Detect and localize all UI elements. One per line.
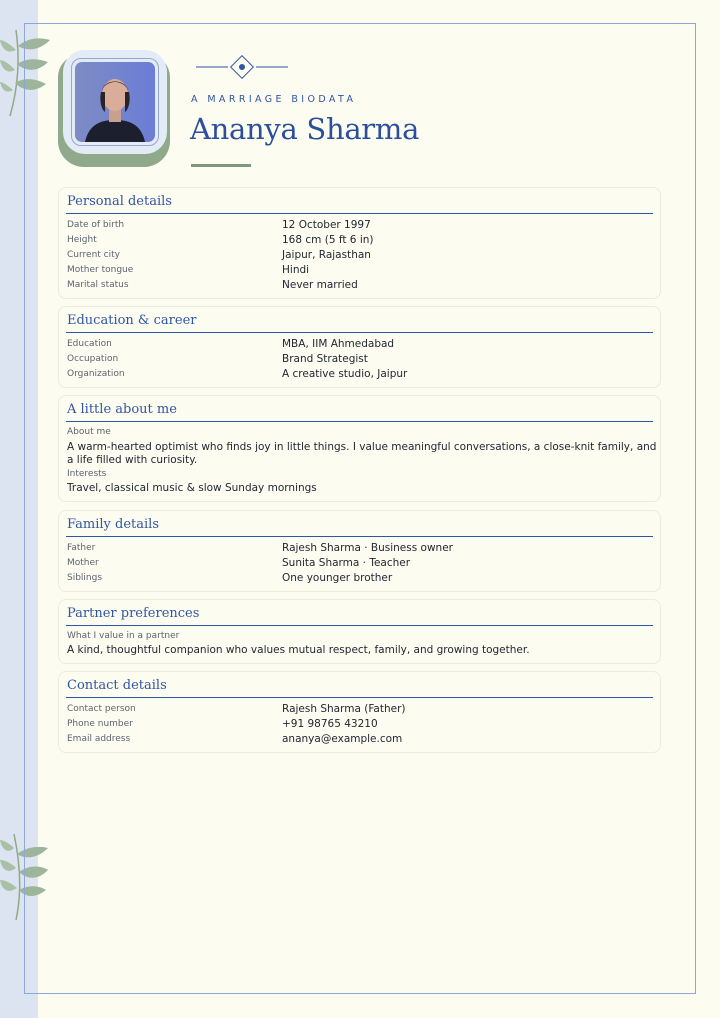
field-label: Interests [67, 469, 107, 479]
field-label: Father [67, 543, 96, 553]
field-label: Email address [67, 734, 131, 744]
document-kicker: A MARRIAGE BIODATA [191, 94, 357, 105]
field-label: What I value in a partner [67, 631, 180, 641]
photo-card [63, 50, 167, 154]
section-divider [66, 421, 653, 422]
email-address-value: ananya@example.com [282, 733, 403, 745]
section-title: Personal details [67, 194, 172, 209]
field-label: Mother [67, 558, 99, 568]
about-me-text: A warm-hearted optimist who finds joy in little things. I value meaningful conversations, a close-knit family, and a life filled with curiosity. [67, 441, 657, 466]
field-value: MBA, IIM Ahmedabad [282, 338, 395, 350]
section-contact-details [58, 671, 661, 753]
section-divider [66, 213, 653, 214]
field-label: About me [67, 427, 111, 437]
section-partner-preferences [58, 599, 661, 664]
field-label: Height [67, 235, 97, 245]
section-title: Contact details [67, 678, 167, 693]
field-label: Current city [67, 250, 120, 260]
field-value: Rajesh Sharma · Business owner [282, 542, 453, 554]
profile-photo-card [58, 45, 172, 167]
photo-frame [71, 58, 159, 146]
profile-photo [75, 62, 155, 142]
section-divider [66, 536, 653, 537]
person-name: Ananya Sharma [190, 112, 420, 146]
name-underline [191, 164, 251, 167]
page-border [24, 23, 696, 994]
section-education-career [58, 306, 661, 388]
section-title: Partner preferences [67, 606, 200, 621]
section-title: Family details [67, 517, 159, 532]
section-personal-details [58, 187, 661, 299]
section-divider [66, 697, 653, 698]
field-value: 168 cm (5 ft 6 in) [282, 234, 374, 246]
field-label: Siblings [67, 573, 103, 583]
field-value: A creative studio, Jaipur [282, 368, 408, 380]
field-label: Phone number [67, 719, 133, 729]
field-label: Mother tongue [67, 265, 134, 275]
section-family-details [58, 510, 661, 592]
diamond-ornament-icon [196, 55, 288, 79]
section-about-me [58, 395, 661, 502]
field-value: Sunita Sharma · Teacher [282, 557, 411, 569]
field-label: Contact person [67, 704, 136, 714]
partner-preference-text: A kind, thoughtful companion who values mutual respect, family, and growing together. [67, 644, 530, 656]
field-value: One younger brother [282, 572, 393, 584]
interests-text: Travel, classical music & slow Sunday mornings [67, 482, 317, 494]
phone-number-value: +91 98765 43210 [282, 718, 378, 730]
field-label: Marital status [67, 280, 129, 290]
contact-person-value: Rajesh Sharma (Father) [282, 703, 406, 715]
field-label: Organization [67, 369, 125, 379]
section-divider [66, 625, 653, 626]
field-value: 12 October 1997 [282, 219, 371, 231]
section-title: A little about me [67, 402, 177, 417]
field-value: Hindi [282, 264, 310, 276]
field-label: Occupation [67, 354, 119, 364]
field-value: Never married [282, 279, 358, 291]
field-value: Brand Strategist [282, 353, 368, 365]
section-title: Education & career [67, 313, 197, 328]
section-divider [66, 332, 653, 333]
field-label: Date of birth [67, 220, 125, 230]
field-label: Education [67, 339, 112, 349]
field-value: Jaipur, Rajasthan [282, 249, 371, 261]
